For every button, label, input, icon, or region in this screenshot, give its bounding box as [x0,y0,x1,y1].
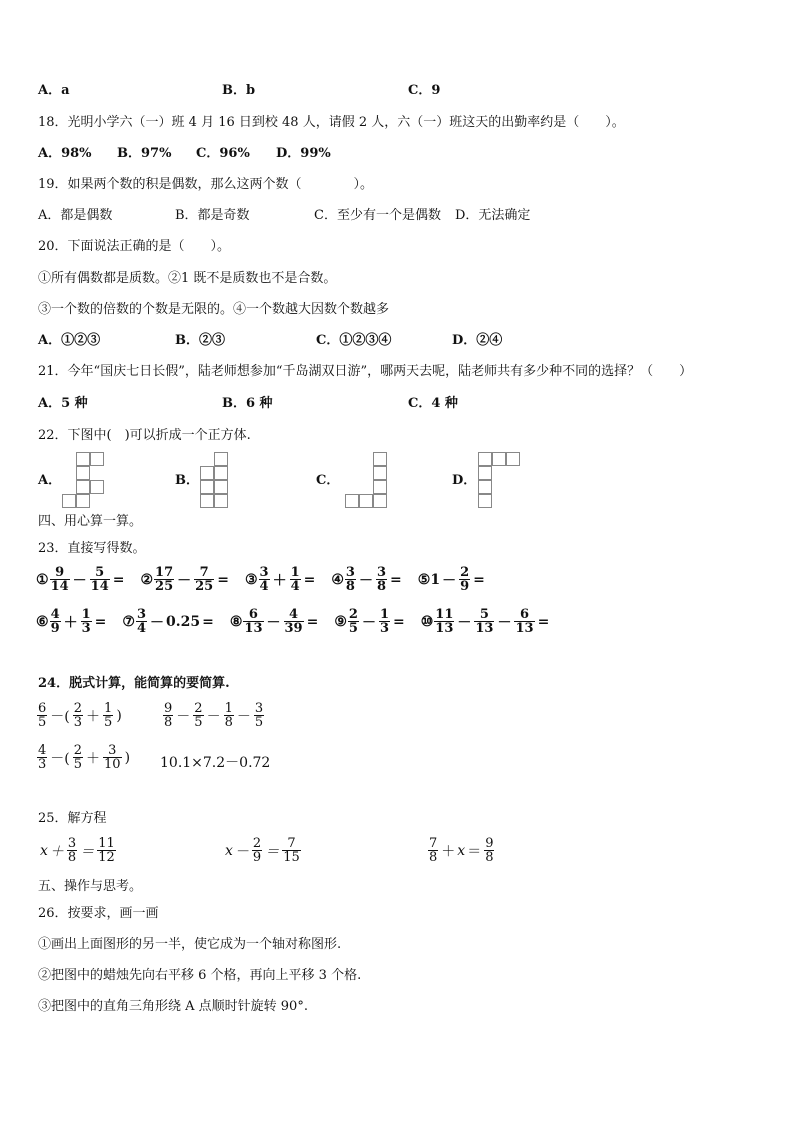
q22-option-c[interactable]: C． [316,473,340,488]
q18-option-b[interactable]: B．97% [117,146,172,161]
q19-stem: 19．如果两个数的积是偶数，那么这两个数（ ）。 [38,177,374,192]
q24-expr-4: 10.1×7.2－0.72 [160,755,271,771]
q20-stem: 20．下面说法正确的是（ ）。 [38,239,231,254]
q20-statement-line-1: ①所有偶数都是质数。②1 既不是质数也不是合数。 [38,271,337,286]
q20-option-a[interactable]: A．①②③ [38,333,101,348]
q23-stem: 23．直接写得数。 [38,541,146,556]
q23-item-3: ③ 3 4 ＋ $\frac{1}{4}$ = [244,565,316,594]
q19-option-c[interactable]: C．至少有一个是偶数 [314,208,441,223]
q24-expr-1: 6 5 －( 2 3 ＋ 1 5 ) [38,701,122,730]
q23-item-6: ⑥ 4 9 ＋ $\frac{1}{3}$ = [36,607,107,636]
q23-row-2 [36,608,565,635]
q23-item-9: ⑨ 2 5 － $\frac{1}{3}$ = [334,607,405,636]
q25-equation-3: 7 8 ＋ x ＝ 9 8 [429,836,494,865]
q24-stem: 24．脱式计算，能简算的要简算. [38,676,230,691]
q22-option-d[interactable]: D． [452,473,477,488]
q18-option-c[interactable]: C．96% [196,146,250,161]
q21-option-c[interactable]: C．4 种 [408,396,458,411]
q19-option-d[interactable]: D．无法确定 [455,208,531,223]
q22-option-a[interactable]: A． [38,473,62,488]
q20-option-d[interactable]: D．②④ [452,333,503,348]
q18-option-d[interactable]: D．99% [276,146,331,161]
q21-option-b[interactable]: B．6 种 [222,396,273,411]
q18-stem: 18．光明小学六（一）班 4 月 16 日到校 48 人，请假 2 人，六（一）班这天的出勤率约是（ ）。 [38,115,625,130]
q24-expr-3: 4 3 －( 2 5 ＋ 3 10 ) [38,743,131,772]
q19-option-b[interactable]: B．都是奇数 [175,208,250,223]
q25-stem: 25．解方程 [38,811,107,826]
q17-option-a[interactable]: A．a [38,83,70,98]
q19-option-a[interactable]: A．都是偶数 [38,208,113,223]
q24-expr-2: 9 8 － 2 5 － 1 8 － 3 5 [164,701,264,730]
q23-item-10: ⑩ 11 13 － 5 13 － $\frac{6}{13}$ = [420,607,550,636]
q26-item-2: ②把图中的蜡烛先向右平移 6 个格，再向上平移 3 个格. [38,968,362,983]
q17-option-b[interactable]: B．b [222,83,256,98]
section-4-heading: 四、用心算一算。 [38,514,143,529]
q23-item-4: ④ 3 8 － $\frac{3}{8}$ = [331,565,402,594]
q23-item-5: ⑤ 1 － $\frac{2}{9}$ = [417,565,485,594]
q23-item-8: ⑧ 6 13 － $\frac{4}{39}$ = [229,607,319,636]
q20-option-c[interactable]: C．①②③④ [316,333,392,348]
q23-item-1: ① 9 14 － $\frac{5}{14}$ = [36,565,125,594]
q20-statement-line-2: ③一个数的倍数的个数是无限的。④一个数越大因数个数越多 [38,302,390,317]
q21-option-a[interactable]: A．5 种 [38,396,88,411]
q18-option-a[interactable]: A．98% [38,146,92,161]
q23-row-1 [36,566,501,593]
q21-stem: 21．今年“国庆七日长假”，陆老师想参加“千岛湖双日游”，哪两天去呢，陆老师共有多少种不同的选择？（ ） [38,364,693,379]
q23-item-7: ⑦ 3 4 － 0.25 = [122,607,214,636]
q22-stem: 22．下图中( )可以折成一个正方体. [38,428,251,443]
section-5-heading: 五、操作与思考。 [38,879,143,894]
q25-equation-1: x ＋ 3 8 ＝ 11 12 [40,836,115,865]
q26-item-1: ①画出上面图形的另一半，使它成为一个轴对称图形. [38,937,342,952]
q17-option-c[interactable]: C．9 [408,83,441,98]
q22-option-b[interactable]: B． [175,473,199,488]
q26-stem: 26．按要求，画一画 [38,906,159,921]
q20-option-b[interactable]: B．②③ [175,333,225,348]
q26-item-3: ③把图中的直角三角形绕 A 点顺时针旋转 90°. [38,999,308,1014]
q23-item-2: ② 17 25 － $\frac{7}{25}$ = [140,565,229,594]
q25-equation-2: x － 2 9 ＝ 7 15 [225,836,300,865]
